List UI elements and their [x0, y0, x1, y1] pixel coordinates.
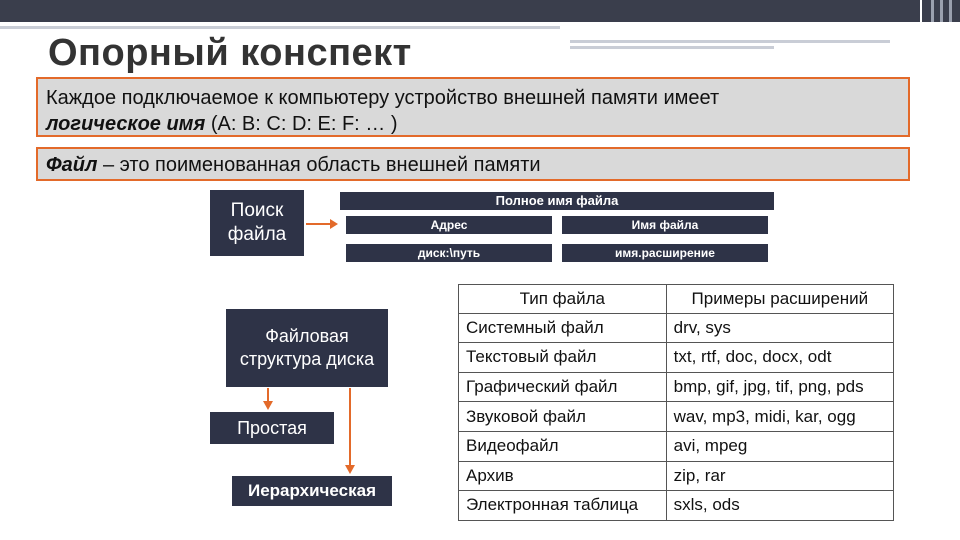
table-row — [459, 372, 894, 402]
table-row — [459, 431, 894, 461]
arrowhead-simple — [263, 401, 273, 410]
file-structure-box: Файловая структура диска — [226, 309, 388, 387]
logical-name-term: логическое имя — [46, 113, 206, 135]
extensions-cell: txt, rtf, doc, docx, odt — [666, 343, 893, 373]
file-type-cell: Графический файл — [459, 372, 667, 402]
file-type-cell: Видеофайл — [459, 431, 667, 461]
table-header-row — [459, 285, 894, 314]
address-cell: Адрес — [346, 216, 552, 234]
extensions-cell: zip, rar — [666, 461, 893, 491]
logical-name-line1: Каждое подключаемое к компьютеру устройство внешней памяти имеет — [46, 87, 720, 109]
file-types-table — [458, 284, 894, 521]
extensions-cell: wav, mp3, midi, kar, ogg — [666, 402, 893, 432]
hierarchical-structure-box: Иерархическая — [232, 476, 392, 506]
file-type-cell: Архив — [459, 461, 667, 491]
file-type-cell: Электронная таблица — [459, 491, 667, 521]
file-definition: – это поименованная область внешней памяти — [97, 154, 541, 176]
extensions-cell: avi, mpeg — [666, 431, 893, 461]
file-name-cell: Имя файла — [562, 216, 768, 234]
simple-structure-box: Простая — [210, 412, 334, 444]
header-file-type: Тип файла — [459, 285, 667, 314]
file-search-box: Поиск файла — [210, 190, 304, 256]
extensions-cell: sxls, ods — [666, 491, 893, 521]
file-type-cell: Текстовый файл — [459, 343, 667, 373]
arrowhead-hier — [345, 465, 355, 474]
arrowhead-fullname — [330, 219, 338, 229]
file-type-cell: Звуковой файл — [459, 402, 667, 432]
table-row — [459, 491, 894, 521]
table-row — [459, 343, 894, 373]
logical-name-drives: (A: B: C: D: E: F: … ) — [205, 113, 398, 135]
table-row — [459, 313, 894, 343]
extensions-cell: drv, sys — [666, 313, 893, 343]
table-row — [459, 461, 894, 491]
file-term: Файл — [46, 154, 98, 176]
header-extensions: Примеры расширений — [666, 285, 893, 314]
extensions-cell: bmp, gif, jpg, tif, png, pds — [666, 372, 893, 402]
address-format-cell: диск:\путь — [346, 244, 552, 262]
table-row — [459, 402, 894, 432]
page-title: Опорный конспект — [48, 32, 412, 74]
file-type-cell: Системный файл — [459, 313, 667, 343]
name-format-cell: имя.расширение — [562, 244, 768, 262]
full-file-name-header: Полное имя файла — [340, 192, 774, 210]
